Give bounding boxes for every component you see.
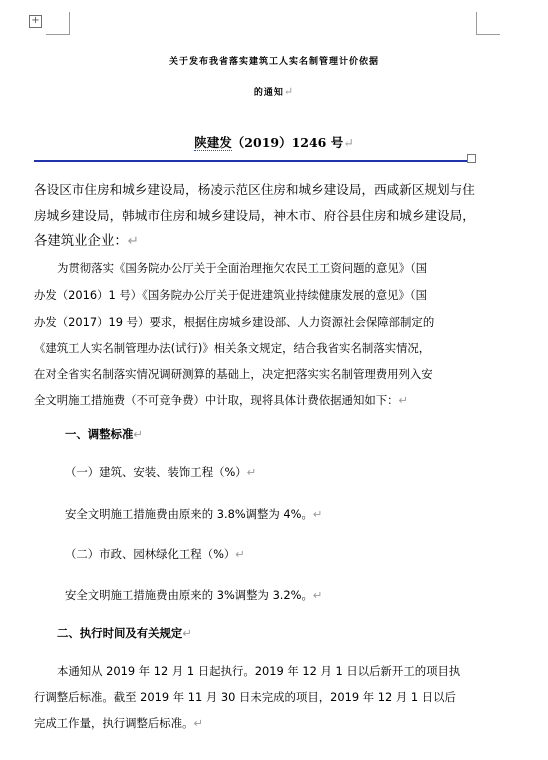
paragraph-mark: ↵ (127, 234, 139, 249)
paragraph-mark: ↵ (133, 427, 143, 441)
paragraph-mark: ↵ (235, 547, 245, 561)
addressee-line-3: 各建筑业企业：↵ (34, 234, 139, 249)
crop-mark-top-right-h (476, 34, 500, 35)
paragraph-mark: ↵ (193, 716, 204, 730)
section-1-sub-1: （一）建筑、安装、装饰工程（%）↵ (65, 465, 257, 479)
intro-line-1: 为贯彻落实《国务院办公厅关于全面治理拖欠农民工工资问题的意见》（国 (57, 261, 428, 275)
section-1-text-2: 安全文明施工措施费由原来的 3%调整为 3.2%。↵ (65, 588, 323, 602)
paragraph-mark: ↵ (398, 393, 409, 407)
header-divider (34, 160, 475, 162)
doc-number-issuer: 陕建发 (194, 135, 232, 150)
crop-mark-top-left-h (46, 34, 70, 35)
crop-mark-top-left-v (69, 12, 70, 35)
document-number (0, 133, 548, 151)
addressee-line-1: 各设区市住房和城乡建设局，杨凌示范区住房和城乡建设局，西咸新区规划与住 (34, 182, 475, 197)
paragraph-mark: ↵ (182, 626, 192, 640)
section-1-text-1: 安全文明施工措施费由原来的 3.8%调整为 4%。↵ (65, 507, 323, 521)
paragraph-mark: ↵ (246, 465, 257, 479)
section-1-sub-2: （二）市政、园林绿化工程（%）↵ (65, 547, 245, 561)
addressee-line-2: 房城乡建设局，韩城市住房和城乡建设局，神木市、府谷县住房和城乡建设局， (34, 208, 475, 223)
section-1-heading: 一、调整标准↵ (65, 427, 143, 441)
anchor-box-icon (467, 154, 476, 163)
section-2-heading: 二、执行时间及有关规定↵ (57, 626, 192, 640)
paragraph-mark: ↵ (312, 588, 323, 602)
intro-line-4: 《建筑工人实名制管理办法(试行)》相关条文规定，结合我省实名制落实情况， (34, 341, 431, 355)
document-title-line-2: 的通知↵ (253, 85, 295, 98)
intro-line-2: 办发（2016）1 号）《国务院办公厅关于促进建筑业持续健康发展的意见》（国 (34, 288, 427, 302)
section-2-line-1: 本通知从 2019 年 12 月 1 日起执行。2019 年 12 月 1 日以后新开工的项目执 (57, 664, 461, 678)
intro-line-5: 在对全省实名制落实情况调研测算的基础上，决定把落实实名制管理费用列入安 (34, 367, 433, 381)
section-2-line-3: 完成工作量，执行调整后标准。↵ (34, 716, 204, 730)
intro-line-3: 办发（2017）19 号）要求，根据住房城乡建设部、人力资源社会保障部制定的 (34, 315, 435, 329)
section-2-line-2: 行调整后标准。截至 2019 年 11 月 30 日未完成的项目，2019 年 12 月 1 日以后 (34, 690, 456, 704)
crop-mark-top-right-v (476, 12, 477, 35)
paragraph-mark: ↵ (343, 135, 354, 150)
move-handle-icon[interactable]: + (29, 15, 42, 28)
document-title-line-1: 关于发布我省落实建筑工人实名制管理计价依据 (168, 57, 379, 67)
doc-number-rest: （2019）1246 号 (231, 135, 344, 150)
paragraph-mark: ↵ (283, 85, 295, 98)
paragraph-mark: ↵ (312, 507, 323, 521)
intro-line-6: 全文明施工措施费（不可竞争费）中计取，现将具体计费依据通知如下：↵ (34, 393, 409, 407)
